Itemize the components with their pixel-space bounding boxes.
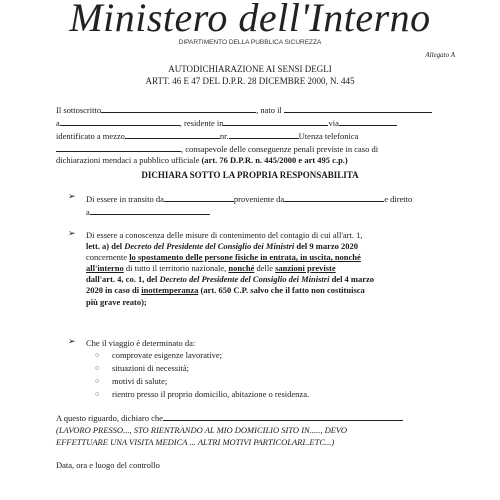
annex-label: Allegato A: [425, 51, 455, 59]
residence-field[interactable]: [223, 117, 328, 126]
statement-line: [56, 412, 403, 423]
name-field[interactable]: [101, 104, 256, 113]
false-declaration-text: dichiarazioni mendaci a pubblico ufficiale: [56, 155, 200, 165]
knowledge-line-5: [86, 274, 446, 285]
knowledge-line-4: [86, 263, 446, 274]
kl6-b: inottemperanza: [141, 285, 199, 296]
circle-bullet-icon: ○: [95, 364, 100, 372]
transit-from-field[interactable]: [164, 193, 234, 202]
arrow-bullet-icon: ➢: [68, 191, 76, 201]
kl6-a: 2020 in caso di: [86, 285, 142, 296]
transit-line-2: [86, 206, 210, 217]
reasons-intro: Che il viaggio è determinato da:: [86, 338, 196, 348]
document-number-field[interactable]: [229, 130, 299, 139]
title-line-1: AUTODICHIARAZIONE AI SENSI DEGLI: [168, 64, 332, 74]
title-line-2: ARTT. 46 E 47 DEL D.P.R. 28 DICEMBRE 2000, N. 445: [145, 76, 355, 86]
direction-label: e diretto: [384, 194, 413, 204]
undersigned-label: Il sottoscritto: [56, 105, 102, 115]
arrow-bullet-icon: ➢: [68, 228, 76, 238]
kl4-b: di tutto il territorio nazionale,: [123, 263, 229, 274]
statement-label: A questo riguardo, dichiaro che: [56, 413, 163, 423]
kl4-a: all'interno: [86, 263, 124, 274]
knowledge-line-1: Di essere a conoscenza delle misure di contenimento del contagio di cui all'art. 1,: [86, 230, 363, 240]
document-field[interactable]: [125, 130, 220, 139]
form-line-1: [56, 104, 432, 115]
reason-item-return-home: rientro presso il proprio domicilio, abitazione o residenza.: [112, 389, 310, 399]
number-label: nr.: [219, 131, 229, 141]
kl3-b: lo spostamento delle persone fisiche in entrata, in uscita, nonché: [129, 252, 361, 263]
example-line-2: EFFETTUARE UNA VISITA MEDICA ... ALTRI MOTIVI PARTICOLARI..ETC...): [56, 437, 335, 447]
street-label: via: [328, 118, 339, 128]
origin-label: proveniente da: [233, 194, 285, 204]
circle-bullet-icon: ○: [95, 377, 100, 385]
kl4-d: delle: [254, 263, 276, 274]
kl5-c: del 4 marzo: [329, 274, 375, 285]
birth-date-field[interactable]: [284, 104, 432, 113]
department-name: DIPARTIMENTO DELLA PUBBLICA SICUREZZA: [178, 39, 322, 46]
knowledge-line-3: [86, 252, 446, 263]
kl2-c: del 9 marzo 2020: [294, 241, 358, 252]
a-label: a: [56, 118, 60, 128]
born-label: , nato il: [256, 105, 282, 115]
example-line-1: (LAVORO PRESSO..., STO RIENTRANDO AL MIO DOMICILIO SITO IN....., DEVO: [56, 425, 347, 435]
kl3-a: concernente: [86, 252, 130, 263]
kl4-e: sanzioni previste: [275, 263, 336, 274]
ministry-logo: Ministero dell'Interno: [69, 0, 431, 40]
kl5-a: dall'art. 4, co. 1, del: [86, 274, 160, 285]
knowledge-paragraph: [86, 230, 446, 308]
origin-field[interactable]: [284, 193, 384, 202]
resident-label: , residente in: [179, 118, 224, 128]
knowledge-line-2: [86, 241, 446, 252]
form-line-3: [56, 130, 358, 141]
kl6-c: (art. 650 C.P. salvo che il fatto non costituisca: [198, 285, 365, 296]
kl2-b: Decreto del Presidente del Consiglio dei Ministri: [124, 241, 295, 252]
kl4-c: nonché: [228, 263, 255, 274]
birth-place-field[interactable]: [60, 117, 180, 126]
form-line-4: [56, 143, 378, 154]
form-line-5: [56, 155, 348, 165]
reason-item-health: motivi di salute;: [112, 376, 168, 386]
phone-field[interactable]: [56, 143, 181, 152]
identified-label: identificato a mezzo: [56, 131, 125, 141]
destination-field[interactable]: [90, 206, 210, 215]
arrow-bullet-icon: ➢: [68, 336, 76, 346]
destination-label: a: [86, 207, 90, 217]
aware-text: , consapevole delle conseguenze penali previste in caso di: [181, 144, 379, 154]
phone-label: Utenza telefonica: [298, 131, 359, 141]
place-date-label: Data, ora e luogo del controllo: [56, 460, 160, 470]
kl2-a: lett. a) del: [86, 241, 125, 252]
reason-item-work: comprovate esigenze lavorative;: [112, 350, 222, 360]
knowledge-line-7: più grave reato);: [86, 296, 147, 307]
form-line-2: [56, 117, 397, 128]
circle-bullet-icon: ○: [95, 351, 100, 359]
circle-bullet-icon: ○: [95, 390, 100, 398]
transit-from-label: Di essere in transito da: [86, 194, 164, 204]
reason-item-necessity: situazioni di necessità;: [112, 363, 189, 373]
knowledge-line-6: [86, 285, 446, 296]
street-field[interactable]: [339, 117, 397, 126]
false-declaration-law: (art. 76 D.P.R. n. 445/2000 e art 495 c.p.): [201, 155, 348, 165]
transit-line-1: [86, 193, 412, 204]
declare-heading: DICHIARA SOTTO LA PROPRIA RESPONSABILITA: [141, 170, 359, 180]
kl5-b: Decreto del Presidente del Consiglio dei Ministri: [159, 274, 330, 285]
statement-field[interactable]: [163, 412, 403, 421]
